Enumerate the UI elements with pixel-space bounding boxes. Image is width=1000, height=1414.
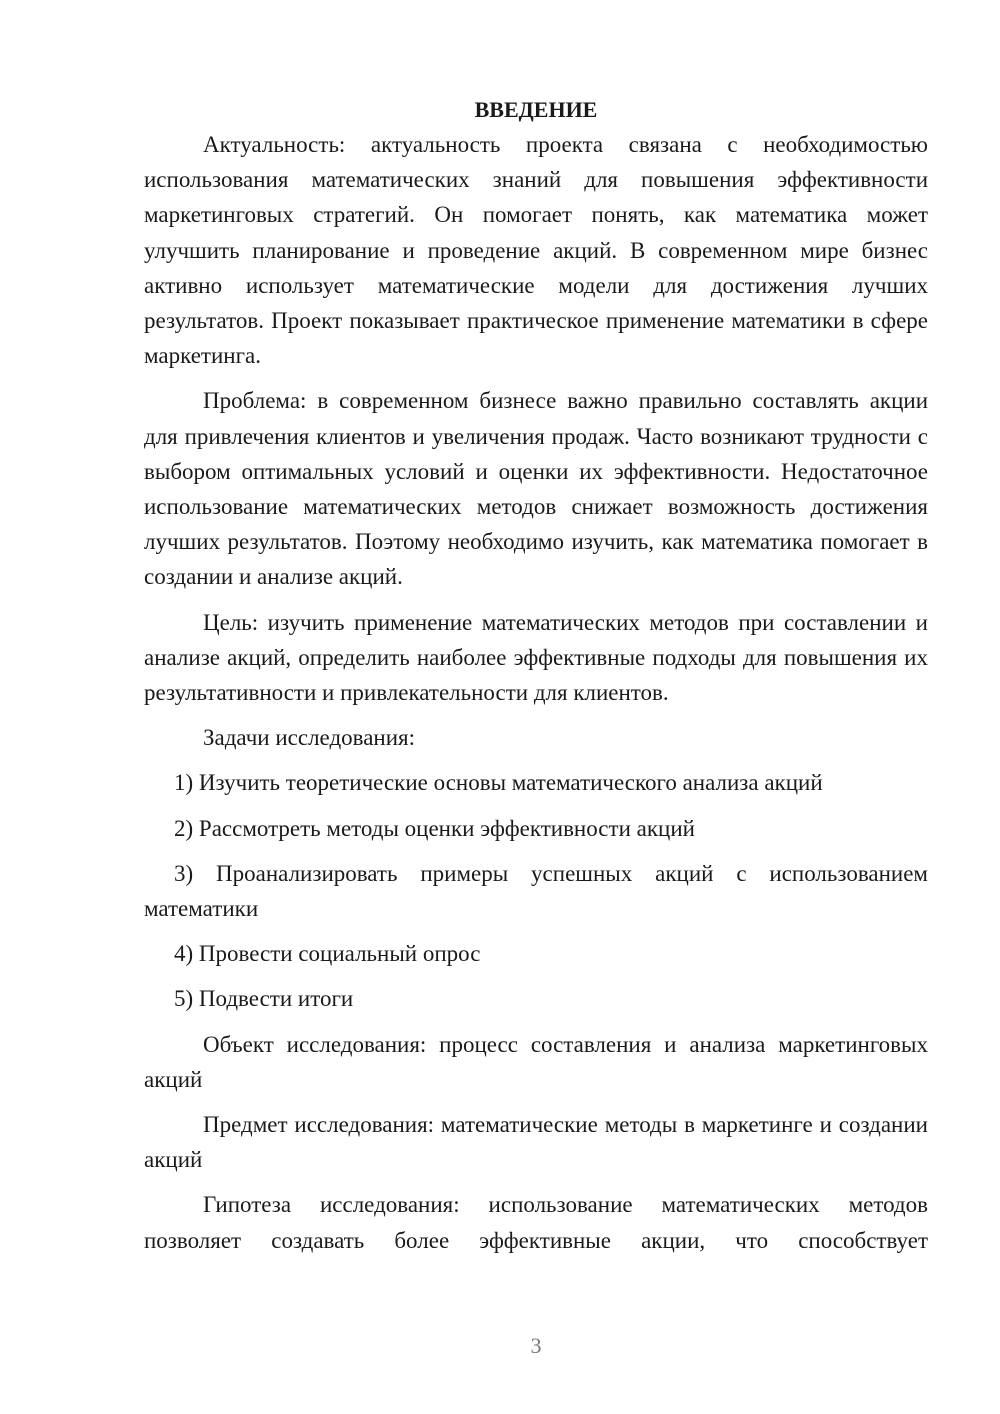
page-number: 3 (530, 1333, 542, 1358)
tasks-heading: Задачи исследования: (203, 725, 416, 751)
object-paragraph: Объект исследования: процесс составления и анализа маркетинговых акций (144, 1031, 928, 1092)
relevance-paragraph: Актуальность: актуальность проекта связана с необходимостью использования математических знаний для повышения эффективности маркетинговых стратегий. Он помогает понять, как математика может улучшить планирование и проведение акций. В современном мире бизнес активно использует математические модели для достижения лучших результатов. Проект показывает практическое применение математики в сфере маркетинга. (144, 132, 928, 369)
subject-paragraph: Предмет исследования: математические методы в маркетинге и создании акций (144, 1112, 928, 1173)
task-item-3: 3) Проанализировать примеры успешных акций с использованием математики (144, 860, 928, 922)
goal-paragraph: Цель: изучить применение математических методов при составлении и анализе акций, определить наиболее эффективные подходы для повышения их результативности и привлекательности для клиентов. (144, 609, 928, 706)
problem-paragraph: Проблема: в современном бизнесе важно правильно составлять акции для привлечения клиентов и увеличения продаж. Часто возникают трудности с выбором оптимальных условий и оценки их эффективности. Недостаточное использование математических методов снижает возможность достижения лучших результатов. Поэтому необходимо изучить, как математика помогает в создании и анализе акций. (144, 388, 928, 590)
task-item-2: 2) Рассмотреть методы оценки эффективности акций (174, 815, 695, 841)
task-item-1: 1) Изучить теоретические основы математического анализа акций (174, 770, 823, 796)
page-content (144, 92, 928, 1258)
section-title: ВВЕДЕНИЕ (474, 97, 598, 122)
task-item-5: 5) Подвести итоги (174, 986, 354, 1012)
hypothesis-paragraph: Гипотеза исследования: использование математических методов позволяет создавать более эффективные акции, что способствует (144, 1192, 928, 1253)
task-item-4: 4) Провести социальный опрос (174, 941, 481, 967)
